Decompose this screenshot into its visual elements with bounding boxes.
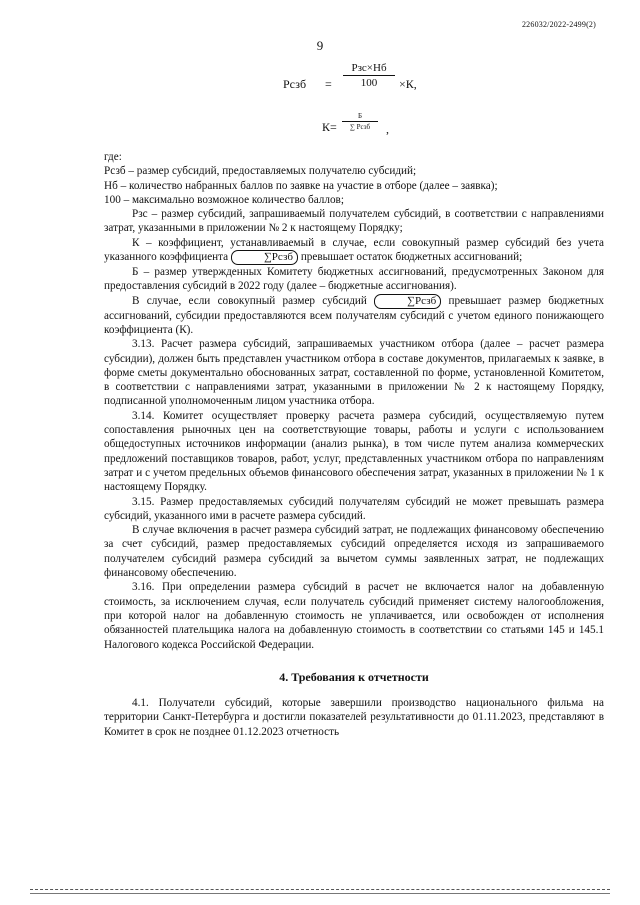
paragraph-3-16: 3.16. При определении размера субсидий в расчет не включается налог на добавленную стоимость, за исключением случая, если получатель субсидий применяет систему налогообложения, при которой налог на добавленную стоимость не уплачивается, или освобожден от исполнения обязанностей плательщика налога на добавленную стоимость в соответствии со статьями 145 и 145.1 Налогового кодекса Российской Федерации. — [104, 581, 604, 651]
definition-100: 100 – максимально возможное количество баллов; — [104, 193, 344, 206]
where-label: где: — [104, 151, 122, 163]
paragraph-3-15: 3.15. Размер предоставляемых субсидий получателям субсидий не может превышать размера субсидий, указанного ими в расчете размера субсидий. — [104, 495, 604, 522]
case-text-b: превышает размер бюджетных ассигнований, субсидии предоставляются всем получателям субсидий с учетом единого понижающего коэффициента (К). — [104, 294, 605, 336]
section-4-title: 4. Требования к отчетности — [279, 669, 429, 684]
fraction-bar — [342, 121, 378, 122]
paragraph-3-13: 3.13. Расчет размера субсидий, запрашиваемых участником отбора (далее – расчет размера субсидии), должен быть представлен участником отбора в составе документов, прилагаемых к заявке, в форме сметы документально обоснованных затрат, составленной по форме, установленной Комитетом, в соответствии с направлениями затрат, указанными в приложении № 2 к настоящему Порядку, подписанной уполномоченным лицом участника отбора. — [104, 338, 604, 408]
case-paragraph — [104, 294, 604, 338]
formula-k-numerator: Б — [357, 112, 363, 120]
document-body — [104, 150, 604, 739]
paragraph-4-1: 4.1. Получатели субсидий, которые завершили производство национального фильма на территории Санкт-Петербурга и достигли показателей результативности до 01.11.2023, представляют в Комитет в срок не позднее 01.12.2023 отчетность — [104, 697, 604, 738]
formula-lhs: Рсзб — [283, 77, 307, 91]
formula-k-lhs: К= — [322, 120, 337, 134]
definition-k-text-a: К – коэффициент, устанавливаемый в случае, если совокупный размер субсидий без учета указанного коэффициента — [104, 236, 604, 264]
definition-b: Б – размер утвержденных Комитету бюджетных ассигнований, предусмотренных Законом для предоставления субсидий в 2022 году (далее – бюджетные ассигнования). — [104, 266, 604, 293]
definition-rszb: Рсзб – размер субсидий, предоставляемых получателю субсидий; — [104, 165, 417, 178]
formula-k-fraction — [342, 112, 378, 131]
sum-rszb-box: ∑Рсзб — [231, 250, 298, 265]
definition-k-text-b: превышает остаток бюджетных ассигнований; — [300, 251, 523, 264]
scan-edge-line — [30, 893, 610, 894]
sum-rszb-box: ∑Рсзб — [374, 294, 441, 309]
formula-tail: ×К, — [399, 77, 417, 91]
formula-k-denominator: ∑ Рсзб — [349, 123, 371, 131]
page-number: 9 — [316, 38, 324, 53]
case-text-a: В случае, если совокупный размер субсидий — [132, 294, 367, 307]
definition-rzs: Рзс – размер субсидий, запрашиваемый получателем субсидий, в соответствии с направлениями затрат, указанными в приложении № 2 к настоящему Порядку; — [104, 208, 604, 235]
formula-denominator: 100 — [360, 77, 378, 89]
definition-k — [104, 236, 604, 265]
formula-fraction — [343, 62, 395, 89]
formula-equals: = — [325, 77, 332, 91]
document-number: 226032/2022-2499(2) — [521, 20, 596, 29]
paragraph-3-15-b: В случае включения в расчет размера субсидий затрат, не подлежащих финансовому обеспечению за счет субсидий, размер предоставляемых субсидий определяется исходя из запрашиваемого получателем субсидий размера субсидий за вычетом суммы заявленных затрат, не подлежащих финансовому обеспечению. — [104, 524, 604, 580]
scan-edge-line — [30, 889, 610, 890]
definition-nb: Нб – количество набранных баллов по заявке на участие в отборе (далее – заявка); — [104, 179, 498, 192]
formula-k-tail: , — [386, 122, 389, 136]
fraction-bar — [343, 75, 395, 76]
formula-numerator: Рзс×Нб — [351, 62, 387, 74]
paragraph-3-14: 3.14. Комитет осуществляет проверку расчета размера субсидий, осуществляемую путем сопоставления рыночных цен на соответствующие товары, работы и услуги с использованием общедоступных источников информации (анализ рынка), в том числе путем анализа коммерческих предложений поставщиков товаров, работ, услуг, представленных участником отбора по направлениям затрат и с учетом предельных объемов финансового обеспечения затрат, указанных в приложении № 1 к настоящему Порядку. — [104, 409, 604, 494]
